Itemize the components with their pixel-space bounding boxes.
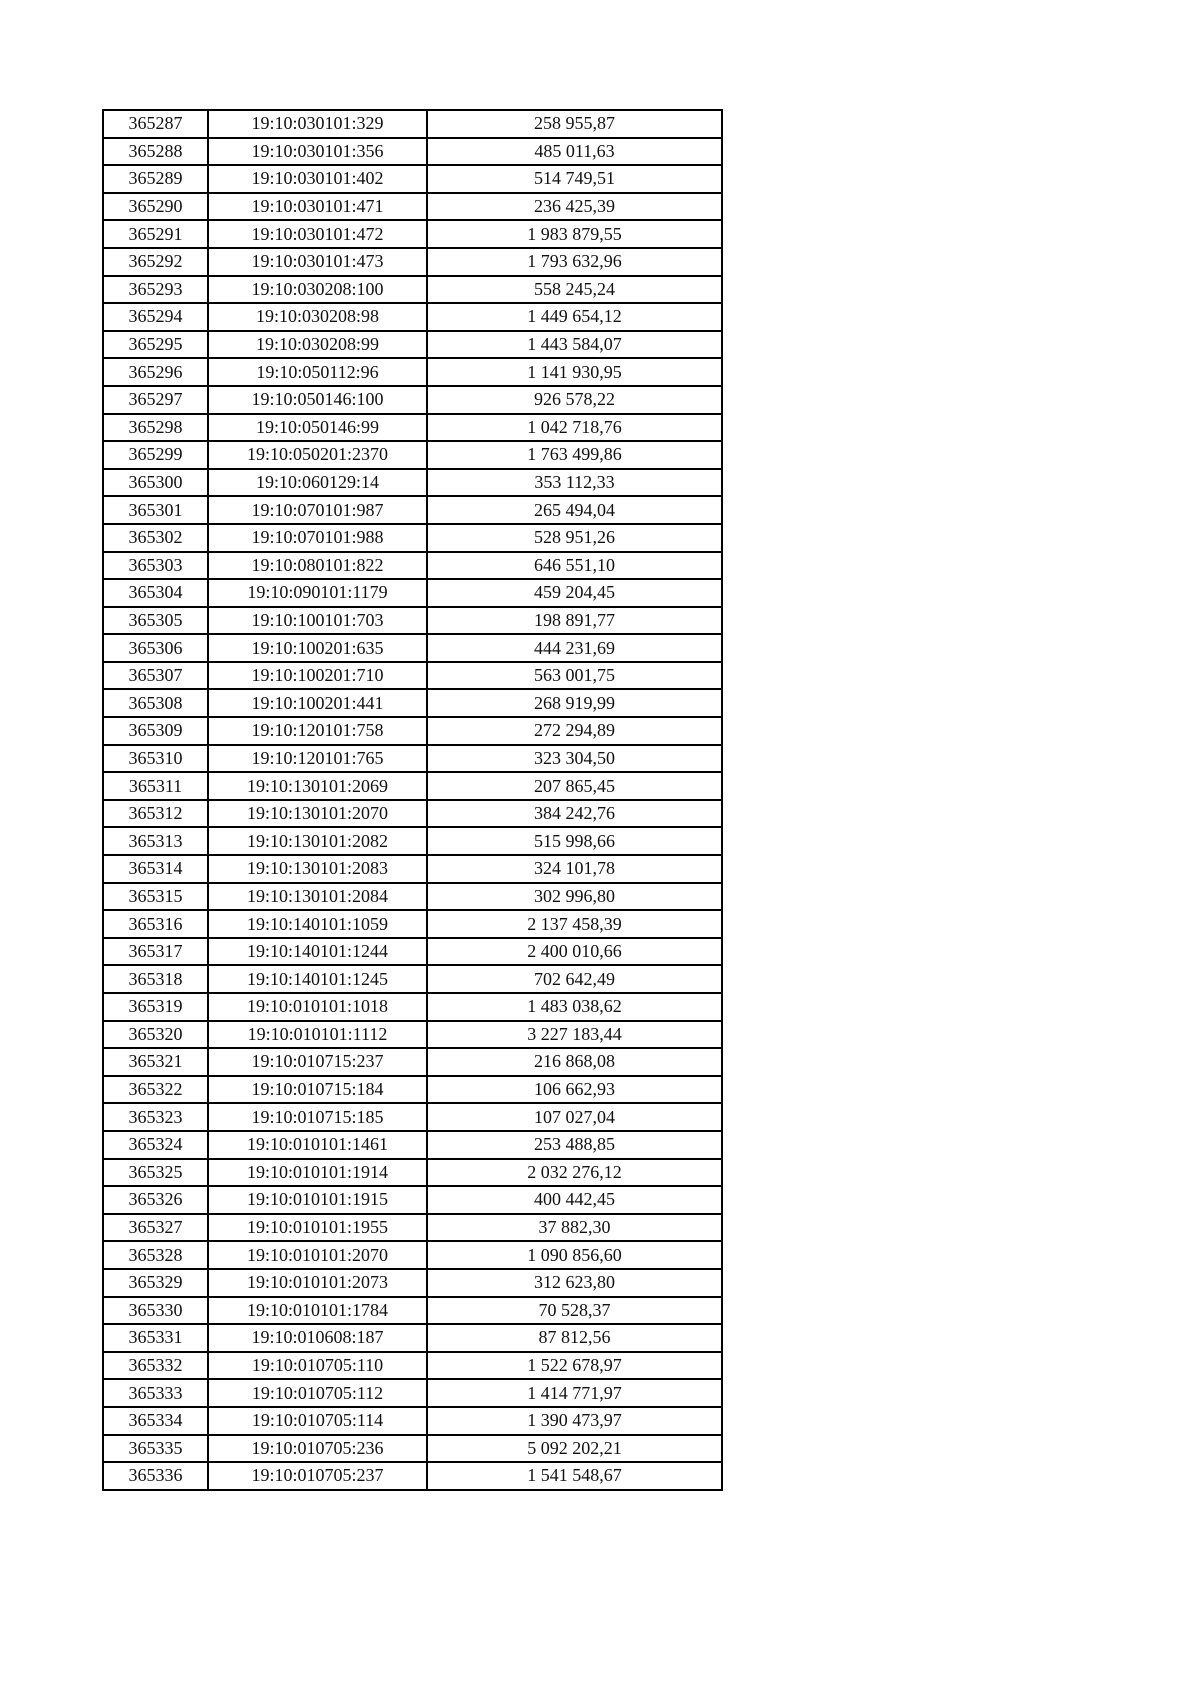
row-number-cell: 365307 [103, 662, 208, 690]
cadastral-number-cell: 19:10:080101:822 [208, 552, 427, 580]
value-cell: 1 414 771,97 [427, 1379, 722, 1407]
value-cell: 1 763 499,86 [427, 441, 722, 469]
row-number-cell: 365297 [103, 386, 208, 414]
table-row [103, 883, 722, 911]
table-row [103, 1407, 722, 1435]
table-row [103, 634, 722, 662]
row-number-cell: 365295 [103, 331, 208, 359]
cadastral-number-cell: 19:10:130101:2069 [208, 772, 427, 800]
table-row [103, 1103, 722, 1131]
value-cell: 2 400 010,66 [427, 938, 722, 966]
table-row [103, 579, 722, 607]
table-row [103, 248, 722, 276]
row-number-cell: 365327 [103, 1214, 208, 1242]
row-number-cell: 365317 [103, 938, 208, 966]
value-cell: 324 101,78 [427, 855, 722, 883]
table-row [103, 1076, 722, 1104]
value-cell: 1 390 473,97 [427, 1407, 722, 1435]
value-cell: 384 242,76 [427, 800, 722, 828]
cadastral-number-cell: 19:10:130101:2082 [208, 827, 427, 855]
table-row [103, 800, 722, 828]
cadastral-number-cell: 19:10:010715:237 [208, 1048, 427, 1076]
row-number-cell: 365288 [103, 138, 208, 166]
table-row [103, 138, 722, 166]
cadastral-number-cell: 19:10:010705:237 [208, 1462, 427, 1490]
cadastral-number-cell: 19:10:140101:1059 [208, 910, 427, 938]
value-cell: 312 623,80 [427, 1269, 722, 1297]
table-row [103, 276, 722, 304]
value-cell: 1 483 038,62 [427, 993, 722, 1021]
table-row [103, 441, 722, 469]
table-row [103, 220, 722, 248]
cadastral-number-cell: 19:10:120101:765 [208, 745, 427, 773]
table-row [103, 827, 722, 855]
row-number-cell: 365289 [103, 165, 208, 193]
table-row [103, 1241, 722, 1269]
cadastral-number-cell: 19:10:090101:1179 [208, 579, 427, 607]
cadastral-number-cell: 19:10:030101:402 [208, 165, 427, 193]
value-cell: 272 294,89 [427, 717, 722, 745]
value-cell: 353 112,33 [427, 469, 722, 497]
cadastral-number-cell: 19:10:030208:99 [208, 331, 427, 359]
row-number-cell: 365309 [103, 717, 208, 745]
table-row [103, 965, 722, 993]
value-cell: 702 642,49 [427, 965, 722, 993]
row-number-cell: 365306 [103, 634, 208, 662]
table-row [103, 662, 722, 690]
value-cell: 1 443 584,07 [427, 331, 722, 359]
row-number-cell: 365301 [103, 496, 208, 524]
row-number-cell: 365313 [103, 827, 208, 855]
value-cell: 1 141 930,95 [427, 358, 722, 386]
table-row [103, 524, 722, 552]
cadastral-number-cell: 19:10:030208:98 [208, 303, 427, 331]
table-row [103, 1324, 722, 1352]
value-cell: 216 868,08 [427, 1048, 722, 1076]
cadastral-number-cell: 19:10:030101:472 [208, 220, 427, 248]
row-number-cell: 365330 [103, 1297, 208, 1325]
row-number-cell: 365325 [103, 1159, 208, 1187]
cadastral-number-cell: 19:10:070101:988 [208, 524, 427, 552]
row-number-cell: 365334 [103, 1407, 208, 1435]
value-cell: 236 425,39 [427, 193, 722, 221]
cadastral-number-cell: 19:10:030101:356 [208, 138, 427, 166]
table-row [103, 165, 722, 193]
table-row [103, 607, 722, 635]
value-cell: 258 955,87 [427, 110, 722, 138]
value-cell: 444 231,69 [427, 634, 722, 662]
value-cell: 268 919,99 [427, 689, 722, 717]
value-cell: 400 442,45 [427, 1186, 722, 1214]
value-cell: 207 865,45 [427, 772, 722, 800]
row-number-cell: 365328 [103, 1241, 208, 1269]
cadastral-number-cell: 19:10:010705:114 [208, 1407, 427, 1435]
cadastral-number-cell: 19:10:030208:100 [208, 276, 427, 304]
row-number-cell: 365296 [103, 358, 208, 386]
row-number-cell: 365308 [103, 689, 208, 717]
table-row [103, 414, 722, 442]
value-cell: 37 882,30 [427, 1214, 722, 1242]
row-number-cell: 365291 [103, 220, 208, 248]
value-cell: 1 541 548,67 [427, 1462, 722, 1490]
cadastral-number-cell: 19:10:050146:100 [208, 386, 427, 414]
cadastral-number-cell: 19:10:050201:2370 [208, 441, 427, 469]
value-cell: 646 551,10 [427, 552, 722, 580]
value-cell: 514 749,51 [427, 165, 722, 193]
row-number-cell: 365318 [103, 965, 208, 993]
table-row [103, 1269, 722, 1297]
table-row [103, 303, 722, 331]
row-number-cell: 365329 [103, 1269, 208, 1297]
cadastral-table [102, 109, 723, 1491]
table-row [103, 496, 722, 524]
row-number-cell: 365323 [103, 1103, 208, 1131]
table-row [103, 1131, 722, 1159]
row-number-cell: 365292 [103, 248, 208, 276]
row-number-cell: 365303 [103, 552, 208, 580]
value-cell: 253 488,85 [427, 1131, 722, 1159]
table-row [103, 358, 722, 386]
table-row [103, 1297, 722, 1325]
row-number-cell: 365332 [103, 1352, 208, 1380]
table-row [103, 469, 722, 497]
cadastral-number-cell: 19:10:010101:2073 [208, 1269, 427, 1297]
table-row [103, 193, 722, 221]
cadastral-number-cell: 19:10:010705:236 [208, 1435, 427, 1463]
value-cell: 1 983 879,55 [427, 220, 722, 248]
cadastral-number-cell: 19:10:050146:99 [208, 414, 427, 442]
row-number-cell: 365304 [103, 579, 208, 607]
value-cell: 528 951,26 [427, 524, 722, 552]
row-number-cell: 365293 [103, 276, 208, 304]
row-number-cell: 365331 [103, 1324, 208, 1352]
cadastral-number-cell: 19:10:130101:2083 [208, 855, 427, 883]
table-row [103, 1214, 722, 1242]
value-cell: 563 001,75 [427, 662, 722, 690]
value-cell: 265 494,04 [427, 496, 722, 524]
table-body [103, 110, 722, 1490]
table-row [103, 1159, 722, 1187]
cadastral-number-cell: 19:10:010101:1784 [208, 1297, 427, 1325]
cadastral-number-cell: 19:10:010101:1915 [208, 1186, 427, 1214]
row-number-cell: 365324 [103, 1131, 208, 1159]
value-cell: 1 042 718,76 [427, 414, 722, 442]
table-row [103, 1462, 722, 1490]
cadastral-number-cell: 19:10:010101:1018 [208, 993, 427, 1021]
cadastral-number-cell: 19:10:120101:758 [208, 717, 427, 745]
cadastral-number-cell: 19:10:010101:1955 [208, 1214, 427, 1242]
row-number-cell: 365326 [103, 1186, 208, 1214]
row-number-cell: 365316 [103, 910, 208, 938]
table-row [103, 1186, 722, 1214]
cadastral-number-cell: 19:10:100101:703 [208, 607, 427, 635]
value-cell: 2 137 458,39 [427, 910, 722, 938]
row-number-cell: 365321 [103, 1048, 208, 1076]
table-row [103, 1021, 722, 1049]
cadastral-number-cell: 19:10:010101:1112 [208, 1021, 427, 1049]
value-cell: 106 662,93 [427, 1076, 722, 1104]
value-cell: 70 528,37 [427, 1297, 722, 1325]
row-number-cell: 365300 [103, 469, 208, 497]
table-row [103, 855, 722, 883]
cadastral-number-cell: 19:10:100201:710 [208, 662, 427, 690]
value-cell: 926 578,22 [427, 386, 722, 414]
cadastral-number-cell: 19:10:010608:187 [208, 1324, 427, 1352]
row-number-cell: 365320 [103, 1021, 208, 1049]
value-cell: 485 011,63 [427, 138, 722, 166]
cadastral-number-cell: 19:10:010715:185 [208, 1103, 427, 1131]
row-number-cell: 365299 [103, 441, 208, 469]
cadastral-number-cell: 19:10:010715:184 [208, 1076, 427, 1104]
cadastral-number-cell: 19:10:030101:473 [208, 248, 427, 276]
table-row [103, 552, 722, 580]
cadastral-number-cell: 19:10:100201:441 [208, 689, 427, 717]
value-cell: 87 812,56 [427, 1324, 722, 1352]
cadastral-number-cell: 19:10:130101:2084 [208, 883, 427, 911]
row-number-cell: 365336 [103, 1462, 208, 1490]
value-cell: 302 996,80 [427, 883, 722, 911]
cadastral-number-cell: 19:10:010101:1461 [208, 1131, 427, 1159]
table-row [103, 110, 722, 138]
table-row [103, 745, 722, 773]
table-row [103, 1352, 722, 1380]
value-cell: 323 304,50 [427, 745, 722, 773]
table-row [103, 1048, 722, 1076]
value-cell: 198 891,77 [427, 607, 722, 635]
row-number-cell: 365305 [103, 607, 208, 635]
value-cell: 3 227 183,44 [427, 1021, 722, 1049]
cadastral-number-cell: 19:10:060129:14 [208, 469, 427, 497]
row-number-cell: 365335 [103, 1435, 208, 1463]
value-cell: 515 998,66 [427, 827, 722, 855]
row-number-cell: 365322 [103, 1076, 208, 1104]
cadastral-number-cell: 19:10:010101:1914 [208, 1159, 427, 1187]
cadastral-number-cell: 19:10:130101:2070 [208, 800, 427, 828]
table-row [103, 938, 722, 966]
table-row [103, 386, 722, 414]
value-cell: 1 090 856,60 [427, 1241, 722, 1269]
table-row [103, 910, 722, 938]
value-cell: 1 793 632,96 [427, 248, 722, 276]
cadastral-number-cell: 19:10:100201:635 [208, 634, 427, 662]
row-number-cell: 365319 [103, 993, 208, 1021]
table-row [103, 993, 722, 1021]
cadastral-number-cell: 19:10:050112:96 [208, 358, 427, 386]
row-number-cell: 365298 [103, 414, 208, 442]
row-number-cell: 365311 [103, 772, 208, 800]
cadastral-number-cell: 19:10:070101:987 [208, 496, 427, 524]
cadastral-number-cell: 19:10:010705:110 [208, 1352, 427, 1380]
row-number-cell: 365314 [103, 855, 208, 883]
value-cell: 5 092 202,21 [427, 1435, 722, 1463]
value-cell: 2 032 276,12 [427, 1159, 722, 1187]
cadastral-number-cell: 19:10:030101:471 [208, 193, 427, 221]
row-number-cell: 365333 [103, 1379, 208, 1407]
table-row [103, 717, 722, 745]
table-row [103, 1379, 722, 1407]
table-row [103, 1435, 722, 1463]
row-number-cell: 365315 [103, 883, 208, 911]
row-number-cell: 365312 [103, 800, 208, 828]
row-number-cell: 365302 [103, 524, 208, 552]
table-row [103, 331, 722, 359]
cadastral-number-cell: 19:10:140101:1244 [208, 938, 427, 966]
cadastral-number-cell: 19:10:140101:1245 [208, 965, 427, 993]
value-cell: 1 449 654,12 [427, 303, 722, 331]
table-row [103, 689, 722, 717]
cadastral-number-cell: 19:10:010101:2070 [208, 1241, 427, 1269]
cadastral-number-cell: 19:10:010705:112 [208, 1379, 427, 1407]
value-cell: 459 204,45 [427, 579, 722, 607]
row-number-cell: 365290 [103, 193, 208, 221]
row-number-cell: 365294 [103, 303, 208, 331]
value-cell: 1 522 678,97 [427, 1352, 722, 1380]
value-cell: 558 245,24 [427, 276, 722, 304]
row-number-cell: 365310 [103, 745, 208, 773]
value-cell: 107 027,04 [427, 1103, 722, 1131]
row-number-cell: 365287 [103, 110, 208, 138]
cadastral-number-cell: 19:10:030101:329 [208, 110, 427, 138]
table-row [103, 772, 722, 800]
